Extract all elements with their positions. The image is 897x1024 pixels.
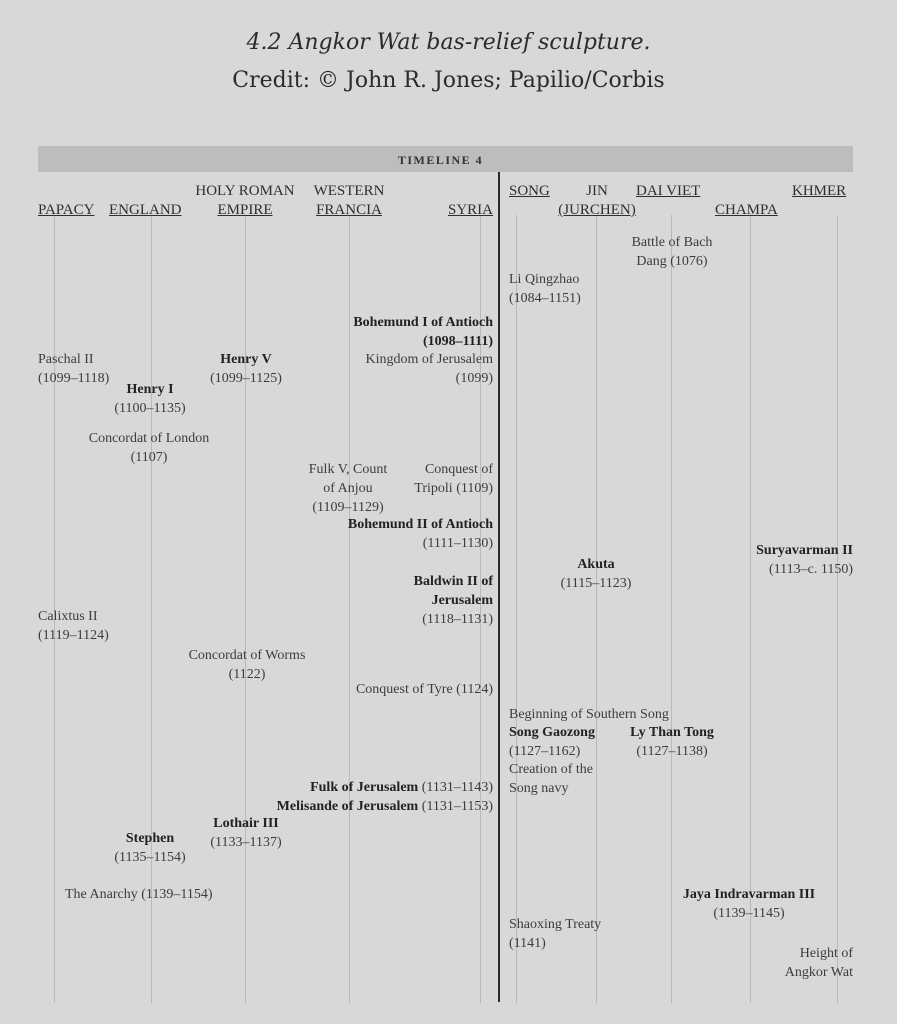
entry-shaoxing-treaty: Shaoxing Treaty (1141) (509, 917, 602, 951)
entry-concordat-of-worms: Concordat of Worms (1122) (188, 648, 306, 682)
entry-suryavarman-ii: Suryavarman II (1113–c. 1150) (756, 543, 853, 577)
guide-line-hre (245, 215, 246, 1003)
entry-paschal-ii: Paschal II (1099–1118) (38, 352, 110, 386)
guide-line-khmer (837, 215, 838, 1003)
entry-calixtus-ii: Calixtus II (1119–1124) (38, 609, 109, 643)
entry-stephen: Stephen (1135–1154) (114, 831, 186, 865)
timeline-title: TIMELINE 4 (397, 153, 484, 167)
column-header-western-francia: WESTERN FRANCIA (313, 183, 385, 218)
guide-line-jin (596, 215, 597, 1003)
entry-kingdom-of-jerusalem: Kingdom of Jerusalem (1099) (365, 352, 493, 386)
figure-caption-title: 4.2 Angkor Wat bas-relief sculpture. (246, 30, 651, 55)
entry-concordat-of-london: Concordat of London (1107) (88, 431, 210, 465)
entry-jaya-indravarman-iii: Jaya Indravarman III (1139–1145) (682, 887, 816, 921)
entry-baldwin-ii: Baldwin II of Jerusalem (1118–1131) (413, 574, 493, 627)
column-header-song: SONG (509, 183, 550, 199)
figure-caption-credit: Credit: © John R. Jones; Papilio/Corbis (232, 68, 665, 93)
column-header-papacy: PAPACY (38, 202, 95, 218)
timeline-title-bar (38, 146, 853, 172)
entry-song-navy: Creation of the Song navy (509, 762, 593, 796)
entry-fulk-of-jerusalem: Fulk of Jerusalem (1131–1143) (310, 780, 493, 795)
entry-fulk-v: Fulk V, Count of Anjou (1109–1129) (308, 462, 388, 515)
entry-lothair-iii: Lothair III (1133–1137) (210, 816, 282, 850)
entry-battle-of-bach-dang: Battle of Bach Dang (1076) (631, 235, 713, 269)
entry-the-anarchy: The Anarchy (1139–1154) (65, 887, 213, 902)
entry-ly-than-tong: Ly Than Tong (1127–1138) (630, 725, 714, 759)
guide-line-song (516, 215, 517, 1003)
entry-conquest-of-tripoli: Conquest of Tripoli (1109) (414, 462, 493, 496)
entry-height-of-angkor-wat: Height of Angkor Wat (784, 946, 853, 980)
guide-line-western-francia (349, 215, 350, 1003)
west-east-divider (498, 172, 500, 1002)
entry-bohemund-ii: Bohemund II of Antioch (1111–1130) (347, 517, 493, 551)
entry-akuta: Akuta (1115–1123) (560, 557, 632, 591)
column-header-england: ENGLAND (109, 202, 182, 218)
entry-bohemund-i: Bohemund I of Antioch (1098–1111) (353, 315, 493, 349)
column-header-jin: JIN (JURCHEN) (558, 183, 636, 218)
column-header-dai-viet: DAI VIET (636, 183, 701, 199)
column-header-khmer: KHMER (792, 183, 847, 199)
column-header-champa: CHAMPA (715, 202, 778, 218)
entry-conquest-of-tyre: Conquest of Tyre (1124) (355, 682, 493, 697)
entry-southern-song: Beginning of Southern Song (509, 707, 669, 722)
entry-song-gaozong: Song Gaozong (1127–1162) (509, 725, 595, 759)
column-header-syria: SYRIA (448, 202, 494, 218)
entry-melisande-of-jerusalem: Melisande of Jerusalem (1131–1153) (276, 799, 493, 814)
entry-li-qingzhao: Li Qingzhao (1084–1151) (509, 272, 581, 306)
entry-henry-i: Henry I (1100–1135) (114, 382, 186, 416)
column-header-holy-roman-empire: HOLY ROMAN EMPIRE (195, 183, 295, 218)
entry-henry-v: Henry V (1099–1125) (210, 352, 282, 386)
